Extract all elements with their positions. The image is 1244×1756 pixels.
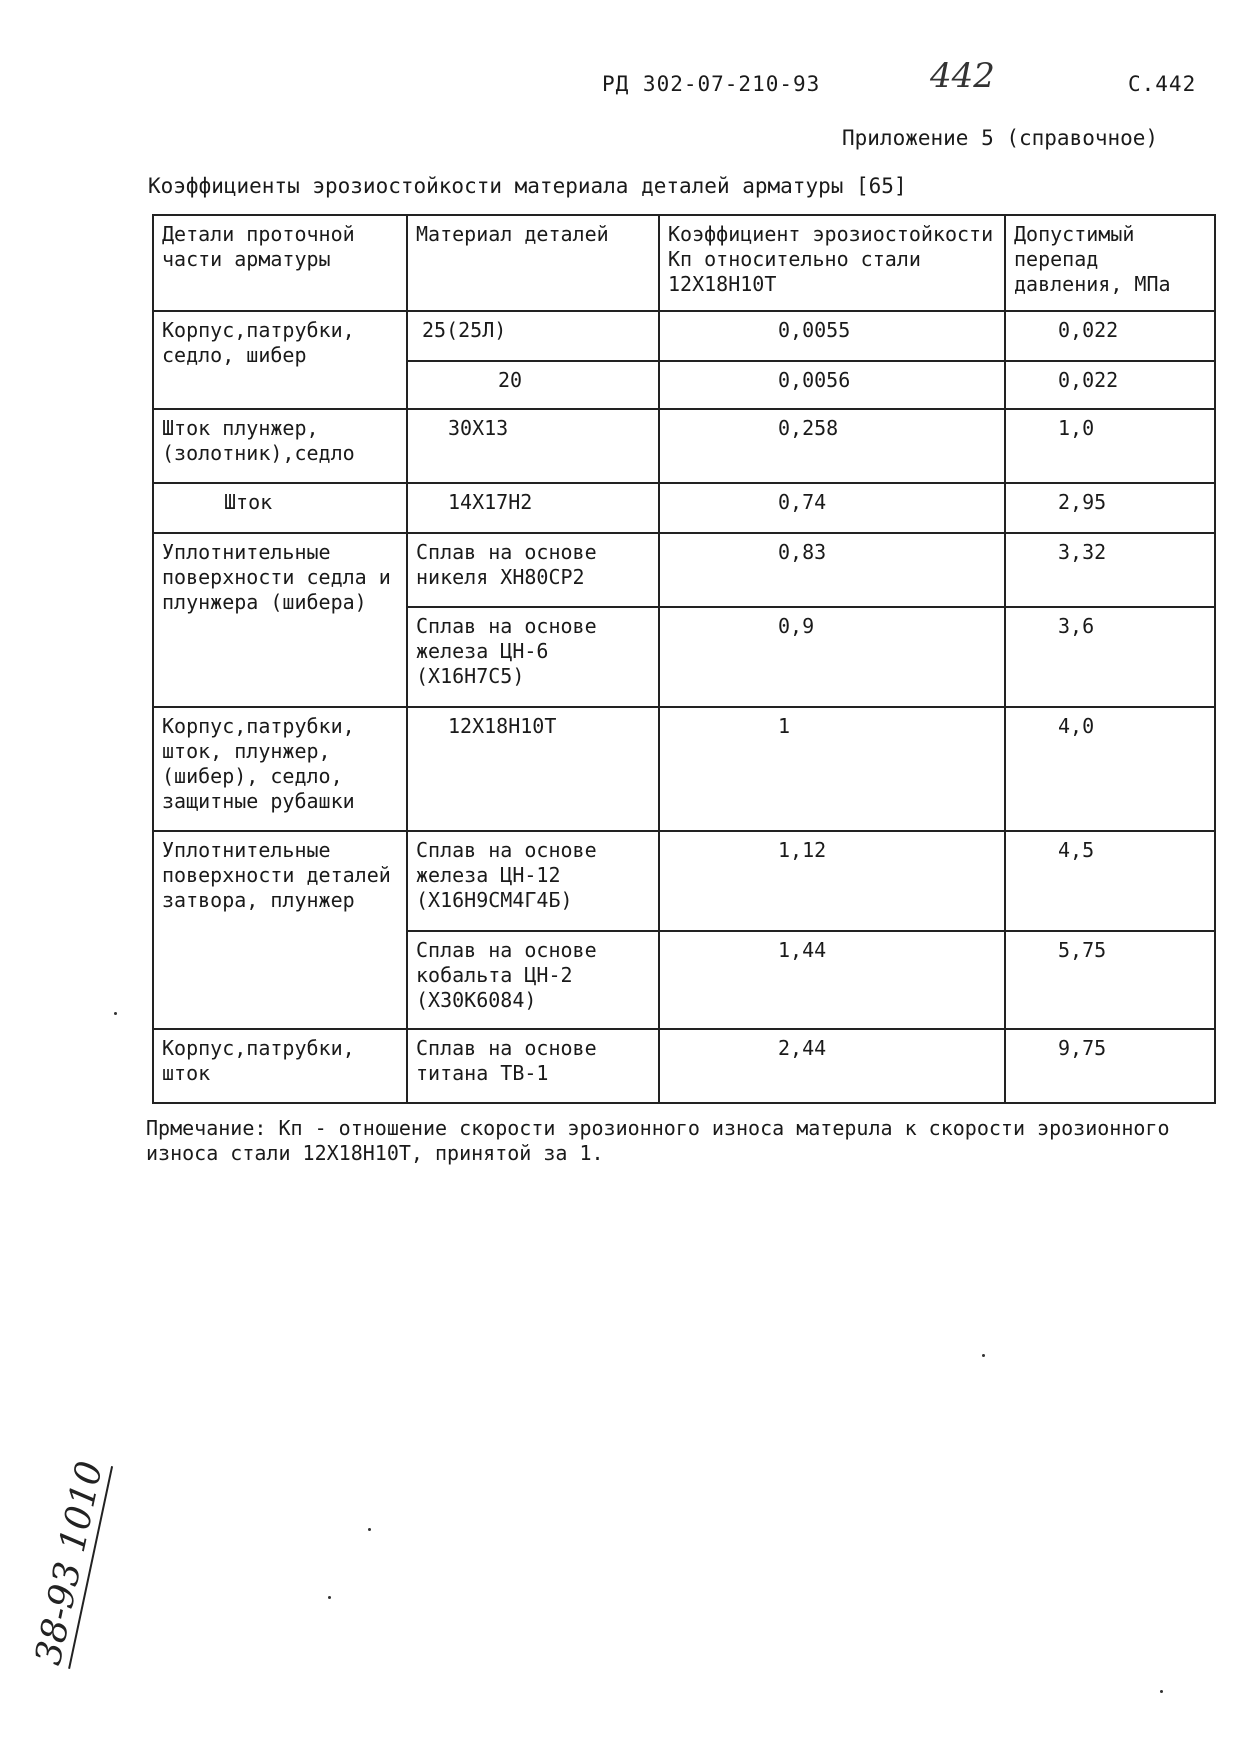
material-cell: 12Х18Н10Т xyxy=(407,707,659,831)
coefficient-cell: 0,258 xyxy=(659,409,1005,483)
coefficients-table xyxy=(152,214,1216,1104)
coefficient-cell: 0,0055 xyxy=(659,311,1005,361)
appendix-label: Приложение 5 (справочное) xyxy=(842,126,1159,150)
material-cell: 25(25Л) xyxy=(407,311,659,361)
material-cell: 14Х17Н2 xyxy=(407,483,659,533)
coefficient-cell: 0,9 xyxy=(659,607,1005,707)
pressure-cell: 9,75 xyxy=(1005,1029,1215,1103)
table-title: Коэффициенты эрозиостойкости материала деталей арматуры [65] xyxy=(148,174,907,198)
part-cell: Шток плунжер, (золотник),седло xyxy=(153,409,407,483)
scan-speck xyxy=(328,1596,331,1599)
coefficient-cell: 0,0056 xyxy=(659,361,1005,409)
table-row xyxy=(153,483,1215,533)
part-cell: Корпус,патрубки, седло, шибер xyxy=(153,311,407,409)
header-material: Материал деталей xyxy=(407,215,659,311)
pressure-cell: 3,32 xyxy=(1005,533,1215,607)
pressure-cell: 5,75 xyxy=(1005,931,1215,1029)
material-cell: Сплав на основе кобальта ЦН-2 (Х30К6084) xyxy=(407,931,659,1029)
coefficient-cell: 0,74 xyxy=(659,483,1005,533)
table-footnote: Прмечание: Кп - отношение скорости эрозионного износа матерuла к скорости эрозионного износа стали 12Х18Н10Т, принятой за 1. xyxy=(146,1116,1170,1165)
table-row xyxy=(153,831,1215,931)
table-row xyxy=(153,1029,1215,1103)
material-cell: 20 xyxy=(407,361,659,409)
scan-speck xyxy=(982,1354,985,1357)
pressure-cell: 4,0 xyxy=(1005,707,1215,831)
doc-code: РД 302-07-210-93 xyxy=(602,72,821,96)
table-header-row xyxy=(153,215,1215,311)
pressure-cell: 0,022 xyxy=(1005,311,1215,361)
header-coefficient: Коэффициент эрозиостойкости Кп относительно стали 12Х18Н10Т xyxy=(659,215,1005,311)
header-parts: Детали проточной части арматуры xyxy=(153,215,407,311)
scan-speck xyxy=(368,1528,371,1531)
coefficient-cell: 1,44 xyxy=(659,931,1005,1029)
material-cell: Сплав на основе титана ТВ-1 xyxy=(407,1029,659,1103)
handwritten-signature: 38-93 1010 xyxy=(28,1457,112,1669)
coefficient-cell: 1,12 xyxy=(659,831,1005,931)
table-row xyxy=(153,707,1215,831)
table-row xyxy=(153,311,1215,361)
scan-speck xyxy=(114,1012,117,1015)
material-cell: 30Х13 xyxy=(407,409,659,483)
material-cell: Сплав на основе железа ЦН-12 (Х16Н9СМ4Г4Б) xyxy=(407,831,659,931)
pressure-cell: 0,022 xyxy=(1005,361,1215,409)
pressure-cell: 3,6 xyxy=(1005,607,1215,707)
handwritten-page-number: 442 xyxy=(930,56,995,96)
part-cell: Корпус,патрубки, шток, плунжер, (шибер), седло, защитные рубашки xyxy=(153,707,407,831)
part-cell: Уплотнительные поверхности седла и плунжера (шибера) xyxy=(153,533,407,707)
pressure-cell: 1,0 xyxy=(1005,409,1215,483)
table-row xyxy=(153,533,1215,607)
material-cell: Сплав на основе никеля ХН80СР2 xyxy=(407,533,659,607)
part-cell: Корпус,патрубки, шток xyxy=(153,1029,407,1103)
coefficient-cell: 0,83 xyxy=(659,533,1005,607)
pressure-cell: 4,5 xyxy=(1005,831,1215,931)
scan-speck xyxy=(1160,1690,1163,1693)
table-row xyxy=(153,409,1215,483)
coefficient-cell: 1 xyxy=(659,707,1005,831)
material-cell: Сплав на основе железа ЦН-6 (Х16Н7С5) xyxy=(407,607,659,707)
page-number: С.442 xyxy=(1128,72,1197,96)
part-cell: Шток xyxy=(153,483,407,533)
coefficient-cell: 2,44 xyxy=(659,1029,1005,1103)
pressure-cell: 2,95 xyxy=(1005,483,1215,533)
header-pressure: Допустимый перепад давления, МПа xyxy=(1005,215,1215,311)
part-cell: Уплотнительные поверхности деталей затвора, плунжер xyxy=(153,831,407,1029)
